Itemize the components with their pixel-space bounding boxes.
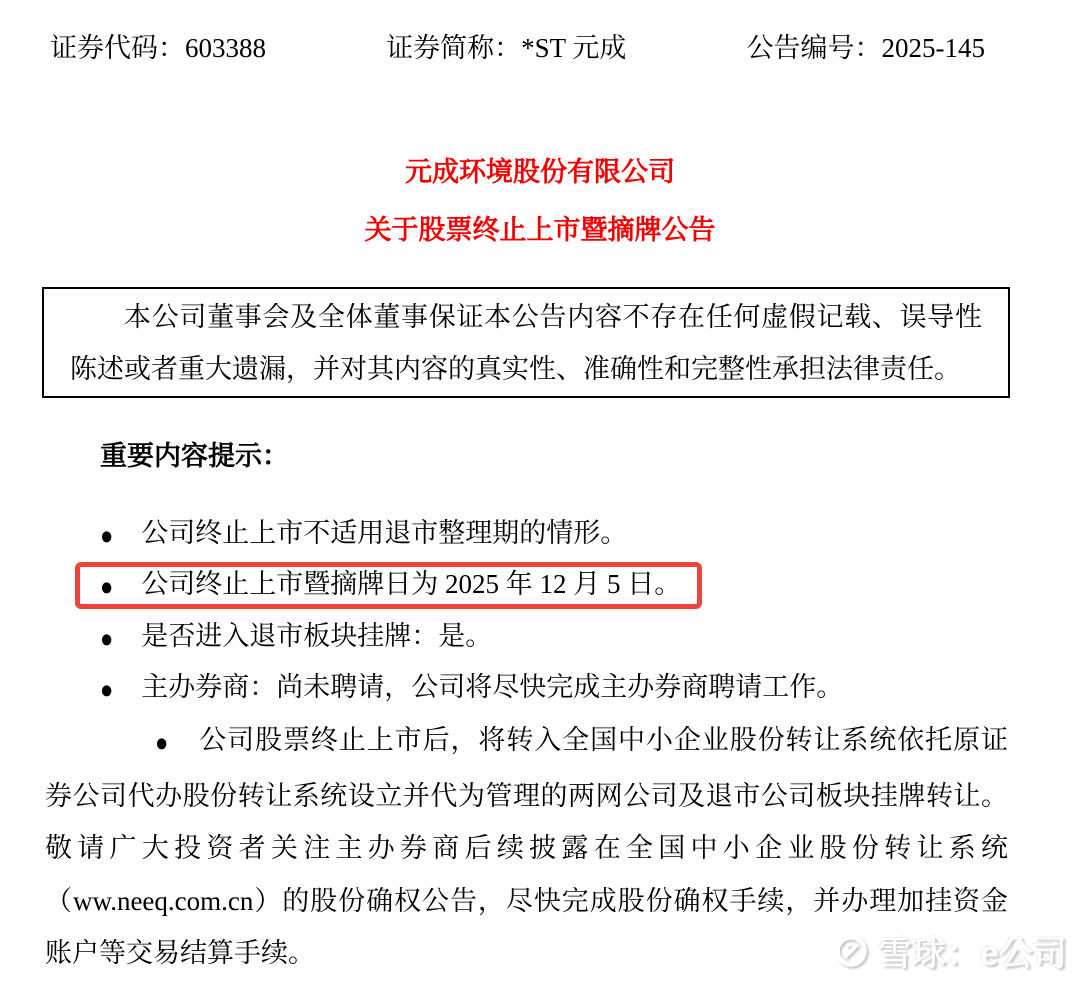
notice-bullet-3-text: 是否进入退市板块挂牌：是。	[141, 621, 493, 651]
document-title	[0, 150, 1080, 247]
disclaimer-text: 本公司董事会及全体董事保证本公告内容不存在任何虚假记载、误导性陈述或者重大遗漏，并对其内容的真实性、准确性和完整性承担法律责任。	[70, 302, 982, 384]
watermark-text: 雪球：e公司	[878, 935, 1067, 973]
delisting-date-highlight-box	[75, 562, 702, 609]
bullet-icon: ●	[100, 572, 114, 601]
stock-abbr: 证券简称：*ST 元成	[386, 33, 627, 63]
notice-bullet-1-text: 公司终止上市不适用退市整理期的情形。	[141, 518, 628, 548]
document-header	[50, 33, 985, 63]
announcement-subject-title: 关于股票终止上市暨摘牌公告	[364, 215, 716, 245]
bullet-icon: ●	[100, 624, 114, 653]
bullet-icon: ●	[100, 521, 114, 550]
stock-code: 证券代码：603388	[50, 33, 266, 63]
company-name-title: 元成环境股份有限公司	[405, 157, 675, 187]
notice-bullet-4	[100, 671, 843, 706]
announcement-number: 公告编号：2025-145	[746, 33, 985, 63]
notice-bullet-3	[100, 620, 492, 655]
notice-bullet-4-text: 主办券商：尚未聘请，公司将尽快完成主办券商聘请工作。	[141, 672, 844, 702]
bullet-icon: ●	[100, 675, 114, 704]
xueqiu-watermark	[834, 926, 1067, 975]
board-disclaimer-box	[42, 287, 1010, 398]
bullet-icon: ●	[155, 728, 169, 757]
notice-bullet-1	[100, 517, 627, 552]
notice-bullet-2-text: 公司终止上市暨摘牌日为 2025 年 12 月 5 日。	[141, 569, 682, 599]
important-notice-heading: 重要内容提示：	[100, 441, 289, 471]
xueqiu-logo-icon	[834, 934, 868, 968]
notice-bullet-5-text: 公司股票终止上市后，将转入全国中小企业股份转让系统依托原证券公司代办股份转让系统设立并代为管理的两网公司及退市公司板块挂牌转让。敬请广大投资者关注主办券商后续披露在全国中小企业股份转让系统（ww.neeq.com.cn）的股份确权公告，尽快完成股份确权手续，并办理加挂资金账户等交易结算手续。	[45, 725, 1008, 968]
